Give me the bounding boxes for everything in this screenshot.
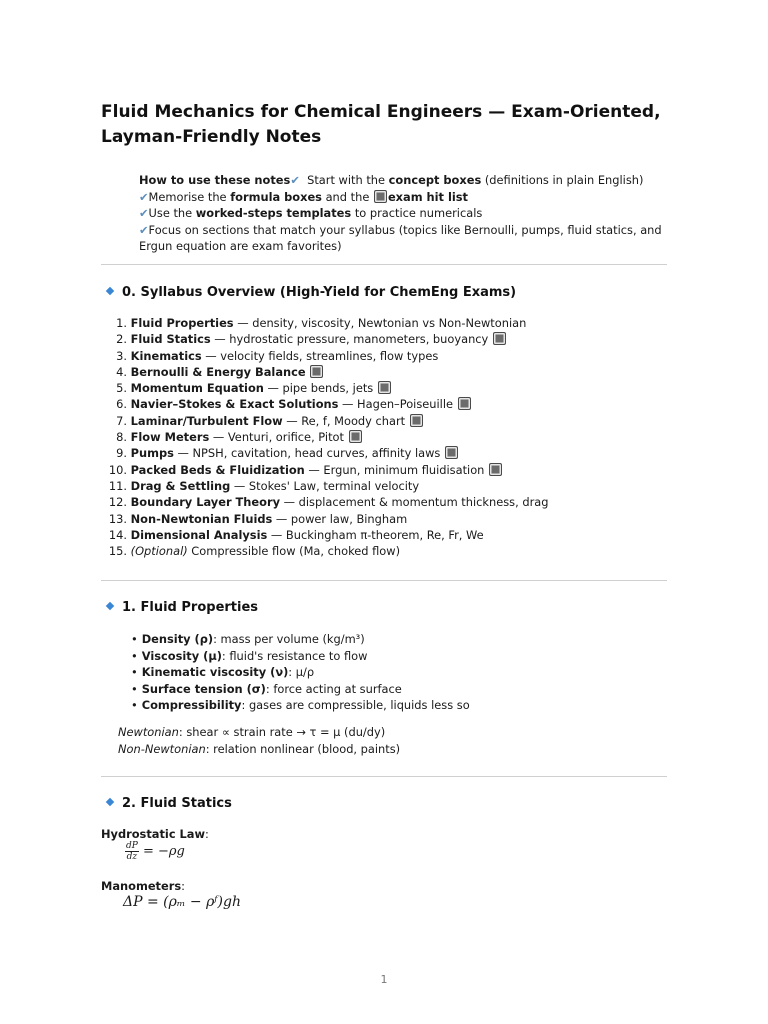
checkbox-icon bbox=[458, 397, 471, 410]
syllabus-item: 10. Packed Beds & Fluidization — Ergun, minimum fluidisation bbox=[89, 462, 548, 478]
section-divider bbox=[101, 776, 667, 777]
non-newtonian-line: Non-Newtonian: relation nonlinear (blood, paints) bbox=[118, 741, 401, 756]
syllabus-item: 14. Dimensional Analysis — Buckingham π-theorem, Re, Fr, We bbox=[89, 527, 548, 543]
newtonian-line: Newtonian: shear ∝ strain rate → τ = μ (du/dy) bbox=[118, 725, 386, 739]
list-number: 11. bbox=[108, 478, 127, 493]
intro-line-3: ✔Use the worked-steps templates to practice numericals bbox=[139, 206, 483, 220]
check-icon: ✔ bbox=[139, 189, 149, 204]
syllabus-item: 15. (Optional) Compressible flow (Ma, choked flow) bbox=[89, 543, 548, 559]
syllabus-item: 12. Boundary Layer Theory — displacement & momentum thickness, drag bbox=[89, 494, 548, 510]
syllabus-item: 8. Flow Meters — Venturi, orifice, Pitot bbox=[89, 429, 548, 445]
intro-line-2: ✔Memorise the formula boxes and the exam hit list bbox=[139, 189, 469, 204]
list-number: 3. bbox=[116, 348, 127, 363]
syllabus-item: 3. Kinematics — velocity fields, streamlines, flow types bbox=[89, 348, 548, 364]
checkbox-icon bbox=[410, 414, 423, 427]
syllabus-item: 6. Navier–Stokes & Exact Solutions — Hagen–Poiseuille bbox=[89, 396, 548, 412]
syllabus-item: 13. Non-Newtonian Fluids — power law, Bingham bbox=[89, 511, 548, 527]
list-number: 4. bbox=[116, 364, 127, 379]
property-item: • Surface tension (σ): force acting at surface bbox=[131, 681, 470, 698]
list-number: 7. bbox=[116, 413, 127, 428]
diamond-bullet-icon bbox=[106, 602, 114, 610]
page-number: 1 bbox=[380, 973, 388, 986]
section-heading-syllabus: 0. Syllabus Overview (High-Yield for ChemEng Exams) bbox=[107, 285, 516, 300]
list-number: 13. bbox=[108, 511, 127, 526]
list-number: 1. bbox=[116, 316, 127, 330]
manometers-label: Manometers: bbox=[101, 879, 185, 893]
syllabus-item: 11. Drag & Settling — Stokes' Law, terminal velocity bbox=[89, 478, 548, 494]
checkbox-icon bbox=[489, 463, 502, 476]
syllabus-item: 9. Pumps — NPSH, cavitation, head curves, affinity laws bbox=[89, 445, 548, 461]
list-number: 9. bbox=[116, 446, 127, 461]
property-item: • Viscosity (μ): fluid's resistance to flow bbox=[131, 648, 470, 665]
list-number: 14. bbox=[108, 527, 127, 542]
list-number: 8. bbox=[116, 430, 127, 445]
list-number: 5. bbox=[116, 381, 127, 396]
list-number: 6. bbox=[116, 397, 127, 412]
diamond-bullet-icon bbox=[106, 798, 114, 806]
checkbox-icon bbox=[374, 190, 387, 203]
check-icon: ✔ bbox=[290, 173, 300, 187]
list-number: 10. bbox=[108, 462, 127, 477]
checkbox-icon bbox=[310, 365, 323, 378]
hydrostatic-law-label: Hydrostatic Law: bbox=[101, 827, 209, 841]
checkbox-icon bbox=[493, 332, 506, 345]
list-number: 15. bbox=[108, 544, 127, 559]
property-item: • Density (ρ): mass per volume (kg/m³) bbox=[131, 631, 470, 648]
section-divider bbox=[101, 580, 667, 581]
diamond-bullet-icon bbox=[106, 287, 114, 295]
section-heading-fluid-statics: 2. Fluid Statics bbox=[107, 796, 232, 811]
checkbox-icon bbox=[445, 446, 458, 459]
intro-block bbox=[139, 172, 667, 255]
syllabus-item: 2. Fluid Statics — hydrostatic pressure, manometers, buoyancy bbox=[89, 331, 548, 347]
list-number: 2. bbox=[116, 332, 127, 347]
fraction: $\frac{dP}{dz}$ bbox=[126, 841, 138, 862]
properties-list bbox=[131, 631, 470, 714]
syllabus-item: 1. Fluid Properties — density, viscosity, Newtonian vs Non-Newtonian bbox=[89, 315, 548, 331]
property-item: • Compressibility: gases are compressible, liquids less so bbox=[131, 697, 470, 714]
checkbox-icon bbox=[349, 430, 362, 443]
section-heading-fluid-properties: 1. Fluid Properties bbox=[107, 600, 258, 615]
intro-line-4: ✔Focus on sections that match your syllabus (topics like Bernoulli, pumps, fluid statics, and Ergun equation are exam favorites) bbox=[139, 222, 662, 253]
check-icon: ✔ bbox=[139, 206, 149, 220]
hydrostatic-formula: $\frac{dP}{dz}$ = −ρg bbox=[126, 841, 185, 862]
manometer-formula: ΔP = (ρₘ − ρᶠ)gh bbox=[123, 894, 242, 910]
checkbox-icon bbox=[378, 381, 391, 394]
intro-line-1: How to use these notes✔ Start with the concept boxes (definitions in plain English) bbox=[139, 173, 644, 187]
syllabus-list bbox=[89, 315, 548, 559]
check-icon: ✔ bbox=[139, 222, 149, 237]
syllabus-item: 7. Laminar/Turbulent Flow — Re, f, Moody chart bbox=[89, 413, 548, 429]
section-divider bbox=[101, 264, 667, 265]
list-number: 12. bbox=[108, 495, 127, 510]
newtonian-notes bbox=[118, 724, 400, 757]
document-page bbox=[101, 100, 667, 910]
property-item: • Kinematic viscosity (ν): μ/ρ bbox=[131, 664, 470, 681]
syllabus-item: 5. Momentum Equation — pipe bends, jets bbox=[89, 380, 548, 396]
page-title: Fluid Mechanics for Chemical Engineers — Exam-Oriented, Layman-Friendly Notes bbox=[101, 102, 661, 147]
syllabus-item: 4. Bernoulli & Energy Balance bbox=[89, 364, 548, 380]
